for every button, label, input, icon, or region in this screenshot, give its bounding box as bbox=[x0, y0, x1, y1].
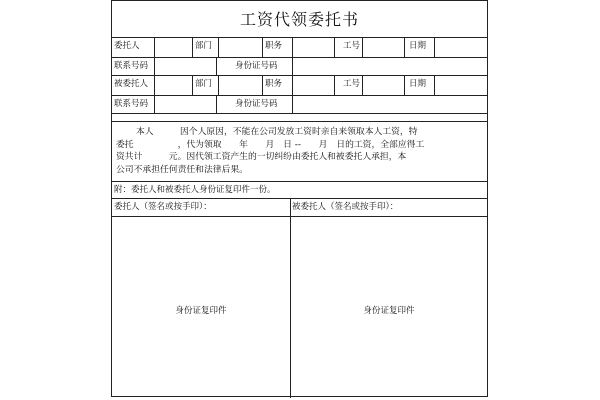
agent-id-field[interactable] bbox=[292, 96, 489, 113]
agent-id-copy-label: 身份证复印件 bbox=[363, 306, 415, 316]
agent-date-label: 日期 bbox=[404, 76, 434, 95]
principal-row bbox=[112, 37, 487, 57]
principal-id-copy-label: 身份证复印件 bbox=[175, 306, 227, 316]
principal-name-field[interactable] bbox=[154, 38, 192, 57]
principal-id-label: 身份证号码 bbox=[216, 58, 292, 75]
agent-phone-label: 联系号码 bbox=[114, 99, 149, 109]
signature-row bbox=[112, 198, 487, 216]
agent-name-field[interactable] bbox=[154, 76, 192, 95]
authorization-form bbox=[111, 0, 488, 397]
signature-divider bbox=[290, 198, 291, 398]
agent-dept-field[interactable] bbox=[218, 76, 262, 95]
statement-line-2: 委托 ，代为领取 年 月 日 -- 月 日的工资，全部应得工 bbox=[116, 139, 425, 150]
principal-phone-field[interactable] bbox=[154, 58, 216, 75]
principal-contact-row bbox=[112, 57, 487, 75]
agent-position-field[interactable] bbox=[292, 76, 334, 95]
principal-dept-label: 部门 bbox=[192, 38, 218, 57]
agent-position-label: 职务 bbox=[262, 76, 292, 95]
attachment-note: 附：委托人和被委托人身份证复印件一份。 bbox=[112, 181, 487, 198]
principal-staff-id-label: 工号 bbox=[334, 38, 362, 57]
principal-id-field[interactable] bbox=[292, 58, 489, 75]
agent-signature-label: 被委托人（签名或按手印）： bbox=[292, 202, 399, 212]
agent-dept-label: 部门 bbox=[192, 76, 218, 95]
principal-date-label: 日期 bbox=[404, 38, 434, 57]
principal-staff-id-field[interactable] bbox=[362, 38, 404, 57]
statement-line-4: 公司不承担任何责任和法律后果。 bbox=[116, 164, 248, 175]
principal-date-field[interactable] bbox=[434, 38, 489, 57]
agent-id-copy-box[interactable] bbox=[291, 216, 487, 398]
agent-row bbox=[112, 75, 487, 95]
form-title: 工资代领委托书 bbox=[239, 10, 359, 29]
statement-line-1: 本人 因个人原因，不能在公司发放工资时亲自来领取本人工资，特 bbox=[136, 127, 418, 137]
agent-name-label: 被委托人 bbox=[114, 79, 149, 89]
statement-line-3: 资共计 元。因代领工资产生的一切纠纷由委托人和被委托人承担，本 bbox=[116, 152, 407, 162]
principal-position-label: 职务 bbox=[262, 38, 292, 57]
principal-signature-label: 委托人（签名或按手印）： bbox=[114, 202, 212, 212]
agent-staff-id-field[interactable] bbox=[362, 76, 404, 95]
agent-staff-id-label: 工号 bbox=[334, 76, 362, 95]
agent-date-field[interactable] bbox=[434, 76, 489, 95]
authorization-statement bbox=[112, 121, 487, 181]
agent-phone-field[interactable] bbox=[154, 96, 216, 113]
spacer-row bbox=[112, 113, 487, 121]
agent-id-label: 身份证号码 bbox=[216, 96, 292, 113]
principal-dept-field[interactable] bbox=[218, 38, 262, 57]
principal-phone-label: 联系号码 bbox=[114, 61, 149, 71]
principal-position-field[interactable] bbox=[292, 38, 334, 57]
agent-contact-row bbox=[112, 95, 487, 113]
principal-id-copy-box[interactable] bbox=[112, 216, 290, 398]
principal-name-label: 委托人 bbox=[114, 41, 140, 51]
